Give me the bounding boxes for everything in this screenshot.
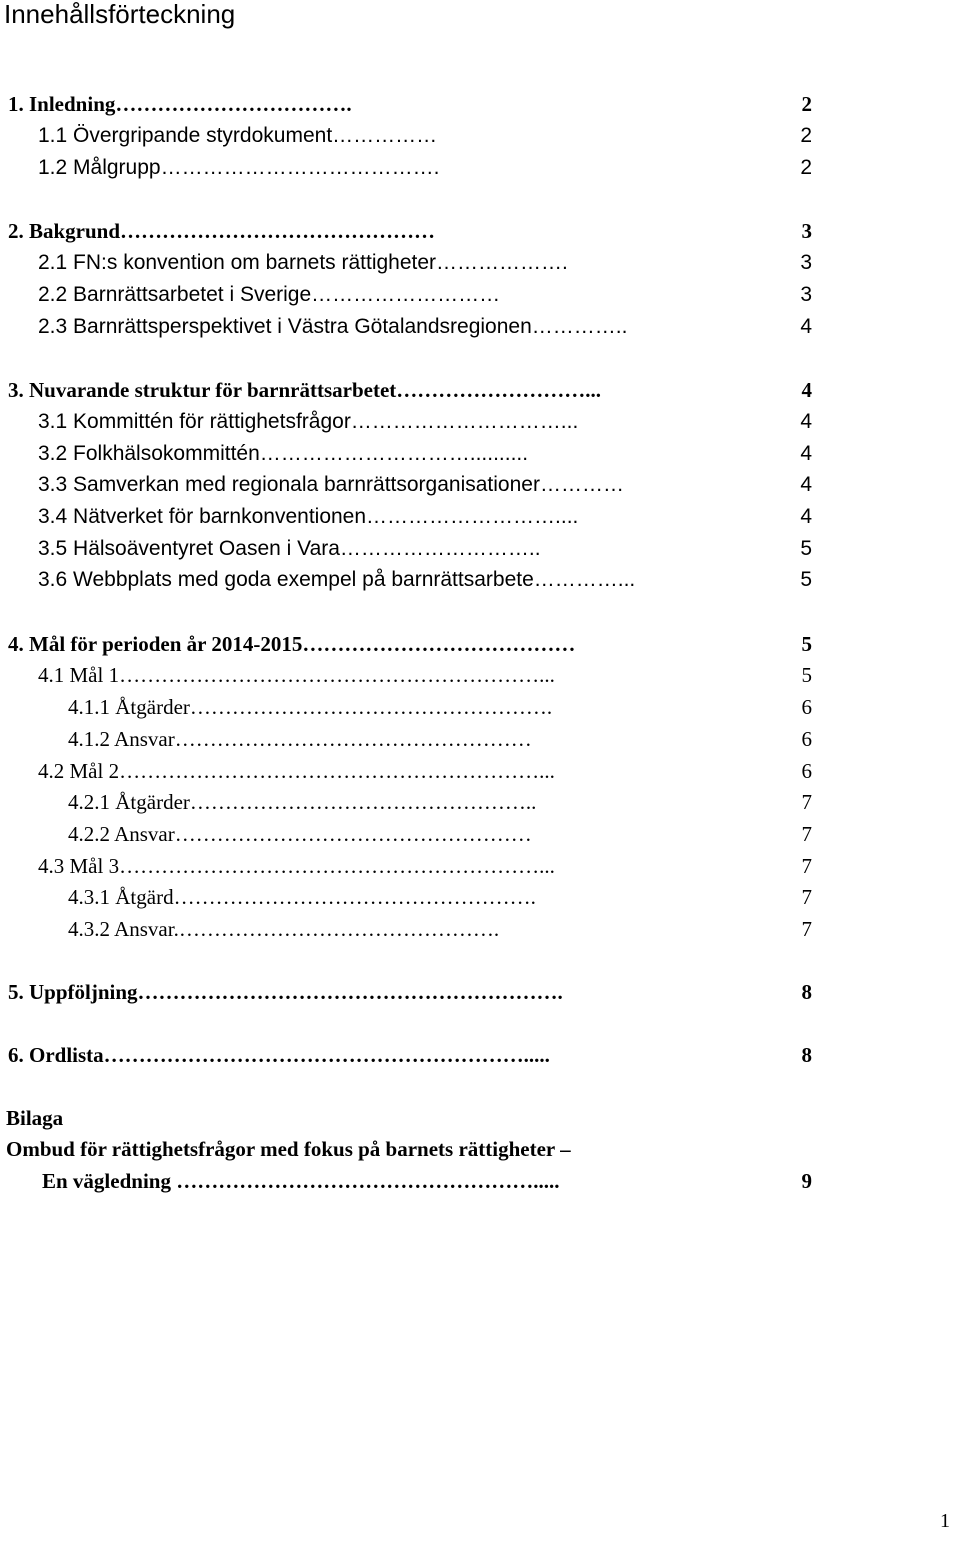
toc-entry-4-1[interactable] [38, 661, 812, 689]
toc-entry-5[interactable] [8, 978, 812, 1006]
toc-entry-label: 4.3.1 Åtgärd……………………………………………. [68, 885, 536, 909]
toc-entry-6[interactable] [8, 1041, 812, 1069]
toc-entry-label: 3.1 Kommittén för rättighetsfrågor…………………………... [38, 410, 579, 433]
toc-entry-page: 7 [801, 885, 812, 909]
toc-entry-page: 5 [800, 537, 812, 560]
toc-entry-page: 7 [801, 822, 812, 846]
toc-entry-3-2[interactable] [38, 440, 812, 468]
toc-entry-1[interactable] [8, 90, 812, 118]
toc-entry-2-1[interactable] [38, 249, 812, 277]
toc-entry-3-4[interactable] [38, 503, 812, 531]
toc-entry-label: 4.2.1 Åtgärder………………………………………….. [68, 790, 537, 814]
toc-entry-page: 4 [800, 473, 812, 496]
toc-entry-4-3-1[interactable] [68, 883, 812, 911]
toc-entry-page: 3 [800, 251, 812, 274]
toc-entry-label: 5. Uppföljning……………………………………………………. [8, 980, 563, 1004]
toc-entry-label: 4.2.2 Ansvar…………………………………………… [68, 822, 532, 846]
page-number: 1 [940, 1510, 950, 1532]
toc-entry-label: 4.3.2 Ansvar.………………………………………. [68, 917, 500, 941]
toc-entry-label: 3.4 Nätverket för barnkonventionen……………………….... [38, 505, 579, 528]
toc-entry-page: 7 [801, 854, 812, 878]
toc-entry-page: 4 [800, 442, 812, 465]
toc-entry-page: 4 [801, 378, 812, 402]
toc-entry-page: 7 [801, 790, 812, 814]
toc-entry-page: 5 [801, 663, 812, 687]
toc-entry-label: 1. Inledning……………………………. [8, 92, 352, 116]
toc-entry-4-3-2[interactable] [68, 915, 812, 943]
page-title: Innehållsförteckning [4, 0, 236, 29]
appendix-title-label: Ombud för rättighetsfrågor med fokus på barnets rättigheter – [6, 1137, 571, 1161]
toc-entry-page: 5 [800, 568, 812, 591]
toc-entry-page: 4 [800, 410, 812, 433]
toc-entry-label: 3.3 Samverkan med regionala barnrättsorganisationer………… [38, 473, 624, 496]
toc-entry-page: 6 [801, 759, 812, 783]
toc-entry-3-3[interactable] [38, 471, 812, 499]
toc-entry-label: 2.1 FN:s konvention om barnets rättigheter………………. [38, 251, 568, 274]
toc-entry-page: 4 [800, 315, 812, 338]
toc-entry-label: En vägledning ……………………………………………..... [42, 1169, 560, 1193]
toc-entry-label: 3.6 Webbplats med goda exempel på barnrättsarbete…………... [38, 568, 636, 591]
toc-entry-3-6[interactable] [38, 566, 812, 594]
toc-entry-3-1[interactable] [38, 408, 812, 436]
toc-entry-label: 2.2 Barnrättsarbetet i Sverige……………………… [38, 283, 501, 306]
toc-entry-2-3[interactable] [38, 313, 812, 341]
toc-entry-2[interactable] [8, 217, 812, 245]
toc-entry-3-5[interactable] [38, 535, 812, 563]
toc-entry-page: 9 [801, 1169, 812, 1193]
appendix-heading-label: Bilaga [6, 1106, 64, 1130]
toc-entry-4-2-2[interactable] [68, 820, 812, 848]
toc-entry-page: 4 [800, 505, 812, 528]
toc-entry-label: 2. Bakgrund……………………………………… [8, 219, 436, 243]
toc-entry-page: 8 [801, 1043, 812, 1067]
toc-entry-label: 2.3 Barnrättsperspektivet i Västra Götalandsregionen………….. [38, 315, 628, 338]
toc-entry-4-3[interactable] [38, 852, 812, 880]
toc-entry-label: 6. Ordlista……………………………………………………..... [8, 1043, 550, 1067]
toc-entry-page: 2 [800, 156, 812, 179]
toc-entry-label: 1.1 Övergripande styrdokument…………… [38, 124, 438, 147]
toc-entry-page: 6 [801, 727, 812, 751]
toc-entry-4-2-1[interactable] [68, 788, 812, 816]
toc-entry-label: 4.1.2 Ansvar…………………………………………… [68, 727, 532, 751]
toc-entry-3[interactable] [8, 376, 812, 404]
toc-entry-label: 3.2 Folkhälsokommittén………………………….......... [38, 442, 529, 465]
toc-entry-page: 3 [801, 219, 812, 243]
toc-entry-label: 4.2 Mål 2……………………………………………………... [38, 759, 555, 783]
toc-entry-label: 4.3 Mål 3……………………………………………………... [38, 854, 555, 878]
toc-entry-page: 7 [801, 917, 812, 941]
toc-entry-page: 2 [800, 124, 812, 147]
toc-entry-page: 2 [801, 92, 812, 116]
toc-entry-label: 4.1 Mål 1……………………………………………………... [38, 663, 555, 687]
toc-entry-1-2[interactable] [38, 154, 812, 182]
toc-entry-4[interactable] [8, 630, 812, 658]
toc-entry-label: 1.2 Målgrupp…………………………………. [38, 156, 440, 179]
toc-entry-label: 3.5 Hälsoäventyret Oasen i Vara……………………….. [38, 537, 541, 560]
toc-entry-1-1[interactable] [38, 122, 812, 150]
toc-entry-page: 3 [800, 283, 812, 306]
toc-entry-label: 4. Mål för perioden år 2014-2015………………………………… [8, 632, 576, 656]
toc-entry-4-1-1[interactable] [68, 693, 812, 721]
toc-entry-4-1-2[interactable] [68, 725, 812, 753]
toc-entry-page: 8 [801, 980, 812, 1004]
appendix-title [6, 1135, 812, 1163]
toc-entry-page: 5 [801, 632, 812, 656]
toc-entry-label: 3. Nuvarande struktur för barnrättsarbetet………………………... [8, 378, 602, 402]
toc-entry-appendix[interactable] [42, 1167, 812, 1195]
appendix-heading [6, 1104, 812, 1132]
toc-entry-page: 6 [801, 695, 812, 719]
toc-entry-label: 4.1.1 Åtgärder……………………………………………. [68, 695, 553, 719]
toc-entry-2-2[interactable] [38, 281, 812, 309]
toc-entry-4-2[interactable] [38, 757, 812, 785]
